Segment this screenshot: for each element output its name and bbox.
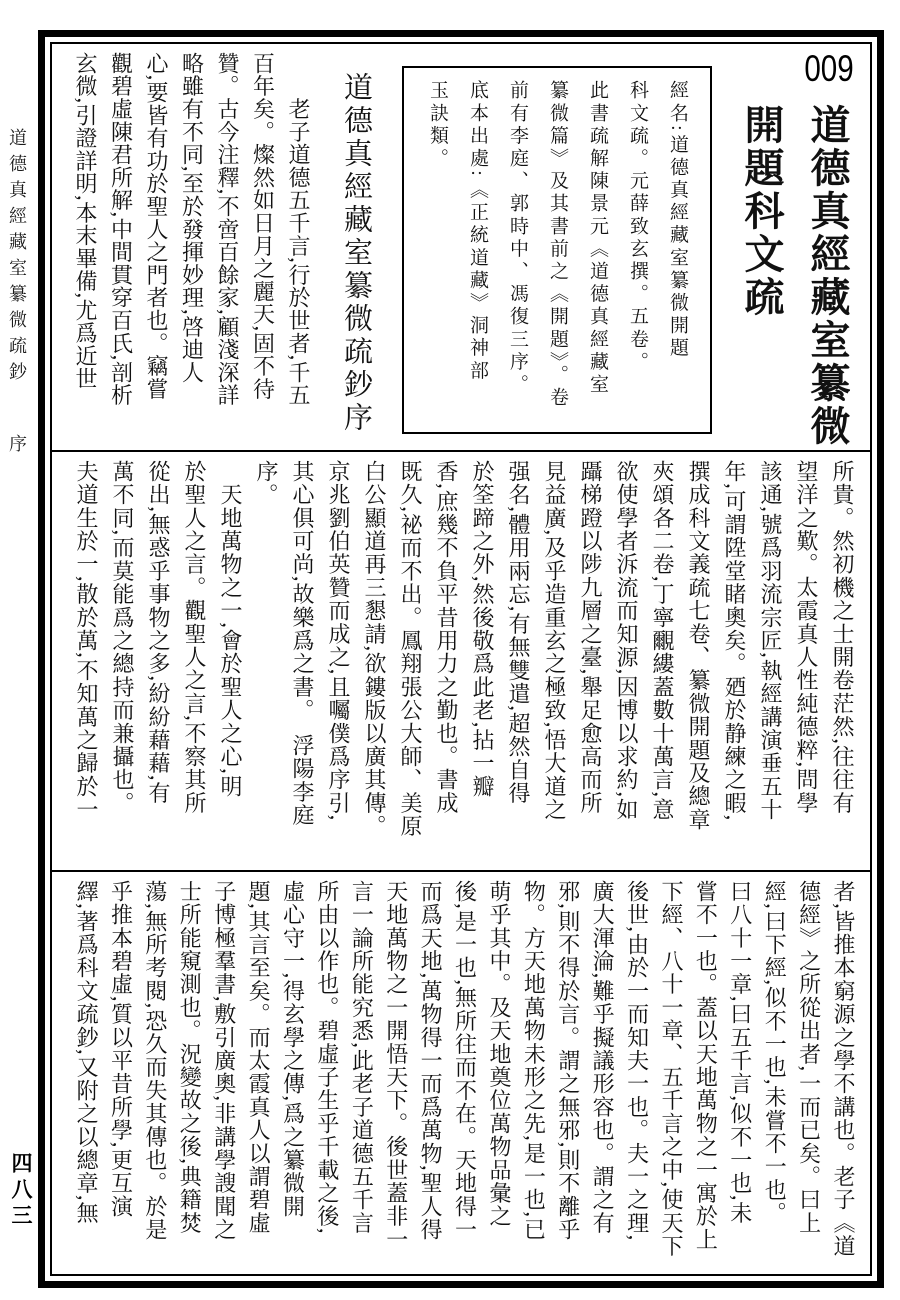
text-column: 京兆劉伯英贊而成之,且囑僕爲序引, — [326, 460, 351, 822]
text-column: 物。方天地萬物未形之先,是一也,已 — [521, 880, 547, 1242]
text-column: 該通,號爲羽流宗匠,執經講演垂五十 — [758, 460, 783, 822]
text-column: 欲使學者泝流而知源,因博以求約,如 — [614, 460, 639, 822]
text-column: 心,要皆有功於聖人之門者也。竊嘗 — [144, 52, 169, 401]
text-column: 香,庶幾不負平昔用力之勤也。書成 — [434, 460, 459, 815]
text-column: 百年矣。燦然如日月之麗天,固不待 — [250, 52, 276, 401]
text-column: 躡梯蹬以陟九層之臺,舉足愈高而所 — [578, 460, 603, 815]
colophon-column: 玉訣類。 — [427, 80, 448, 171]
colophon-column: 科文疏。元薛致玄撰。五卷。 — [627, 80, 648, 374]
text-column: 而爲天地,萬物得一而爲萬物,聖人得 — [418, 880, 444, 1242]
text-column: 於聖人之言。觀聖人之言,不察其所 — [182, 460, 207, 815]
text-column: 玄微,引證詳明,本末畢備,尤爲近世 — [73, 52, 98, 391]
text-column: 萌乎其中。及天地奠位萬物品彙之 — [486, 880, 512, 1228]
text-column: 所由以作也。碧虛子生乎千載之後, — [314, 880, 340, 1235]
text-column: 題,其言至矣。而太霞真人以謂碧虛 — [246, 880, 272, 1235]
text-column: 德經》之所從出者,一而已矣。曰上 — [796, 880, 822, 1235]
colophon-column: 經名:道德真經藏室纂微開題 — [667, 80, 688, 361]
text-column: 夫道生於一,散於萬,不知萬之歸於一 — [74, 460, 99, 822]
spine-title: 道德真經藏室纂微疏鈔 — [7, 128, 27, 388]
text-column: 蕩,無所考閱,恐久而失其傳也。於是 — [142, 880, 168, 1242]
text-column: 見益廣,及乎造重玄之極致,悟大道之 — [542, 460, 567, 822]
issue-number: 009 — [804, 48, 854, 89]
text-column: 邪,則不得於言。謂之無邪,則不離乎 — [555, 880, 581, 1242]
text-column: 序。 — [254, 460, 279, 507]
text-column: 年,可謂陞堂睹奧矣。廼於静練之暇, — [722, 460, 747, 822]
page-frame — [38, 30, 884, 1288]
text-column: 撰成科文義疏七卷、纂微開題及總章 — [686, 460, 711, 832]
text-column: 從出,無惑乎事物之多,紛紛藉藉,有 — [146, 460, 171, 805]
text-column: 望洋之歎。太霞真人性純德粹,問學 — [794, 460, 819, 815]
text-column: 者,皆推本窮源之學不講也。老子《道 — [831, 880, 856, 1258]
text-column: 天地萬物之一開悟天下。後世蓋非一 — [383, 880, 409, 1252]
text-column: 於筌蹄之外,然後敬爲此老,拈一瓣 — [470, 460, 495, 799]
text-column: 所貴。然初機之士開卷茫然,往往有 — [830, 460, 855, 815]
text-column: 其心俱可尚,故樂爲之書。 浮陽李庭 — [290, 460, 315, 827]
text-column: 言一論所能究悉,此老子道德五千言 — [349, 880, 375, 1235]
book-title-line1: 道德真經藏室纂微 — [805, 104, 850, 448]
text-column: 既久,祕而不出。鳳翔張公大師、美原 — [398, 460, 423, 838]
text-column: 後,是一也,無所往而不在。天地得一 — [452, 880, 478, 1242]
inner-frame — [50, 42, 872, 1276]
register-middle — [52, 452, 870, 872]
text-column: 萬不同,而莫能爲之總持而兼攝也。 — [110, 460, 135, 815]
text-column: 略雖有不同,至於發揮妙理,啓迪人 — [179, 52, 205, 384]
colophon-column: 纂微篇》及其書前之《開題》。卷 — [547, 80, 568, 410]
text-column: 嘗不一也。蓋以天地萬物之一寓於上 — [693, 880, 719, 1252]
text-column: 子博極羣書,敷引廣奧,非講學謏聞之 — [211, 880, 237, 1242]
text-column: 白公顯道再三懇請,欲鏤版以廣其傳。 — [362, 460, 387, 838]
folio-page-number: 四八三 — [9, 1152, 33, 1230]
colophon-column: 前有李庭、郭時中、馮復三序。 — [507, 80, 528, 397]
text-column: 强名,體用兩忘,有無雙遣,超然自得 — [506, 460, 531, 805]
text-column: 經,曰下經,似不一也,未嘗不一也。 — [762, 880, 788, 1225]
text-column: 贊。古今注釋,不啻百餘家,顧淺深詳 — [215, 52, 240, 407]
text-column: 天地萬物之一,會於聖人之心,明 — [218, 460, 243, 799]
spine-title-block — [4, 128, 30, 460]
text-column: 觀碧虛陳君所解,中間貫穿百氏,剖析 — [108, 52, 134, 407]
text-column: 後世,由於一而知夫一也。夫一之理, — [624, 880, 650, 1242]
text-column: 夾頌各二卷,丁寧覼縷蓋數十萬言,意 — [650, 460, 675, 822]
text-column: 繹,著爲科文疏鈔,又附之以總章,無 — [74, 880, 100, 1225]
colophon-box — [402, 66, 712, 434]
colophon-column: 此書疏解陳景元《道德真經藏室 — [587, 80, 608, 397]
text-column: 士所能窺測也。況變故之後,典籍焚 — [177, 880, 203, 1235]
text-column: 下經、八十一章、五千言之中,使天下 — [658, 880, 684, 1258]
text-column: 廣大渾淪,難乎擬議形容也。謂之有 — [590, 880, 616, 1235]
spine-section-label: 序 — [7, 434, 27, 460]
book-title-line2: 開題科文疏 — [739, 104, 784, 319]
colophon-column: 底本出處:《正統道藏》洞神部 — [467, 80, 488, 383]
preface-title: 道德真經藏室纂微疏鈔序 — [340, 72, 372, 435]
register-top — [52, 44, 870, 452]
register-bottom — [52, 872, 870, 1274]
text-column: 虛心守一,得玄學之傳,爲之纂微開 — [280, 880, 306, 1219]
text-column: 曰八十一章,曰五千言,似不一也,未 — [727, 880, 753, 1225]
text-column: 乎推本碧虛,質以平昔所學,更互演 — [108, 880, 134, 1219]
text-column: 老子道德五千言,行於世者,千五 — [286, 52, 311, 407]
